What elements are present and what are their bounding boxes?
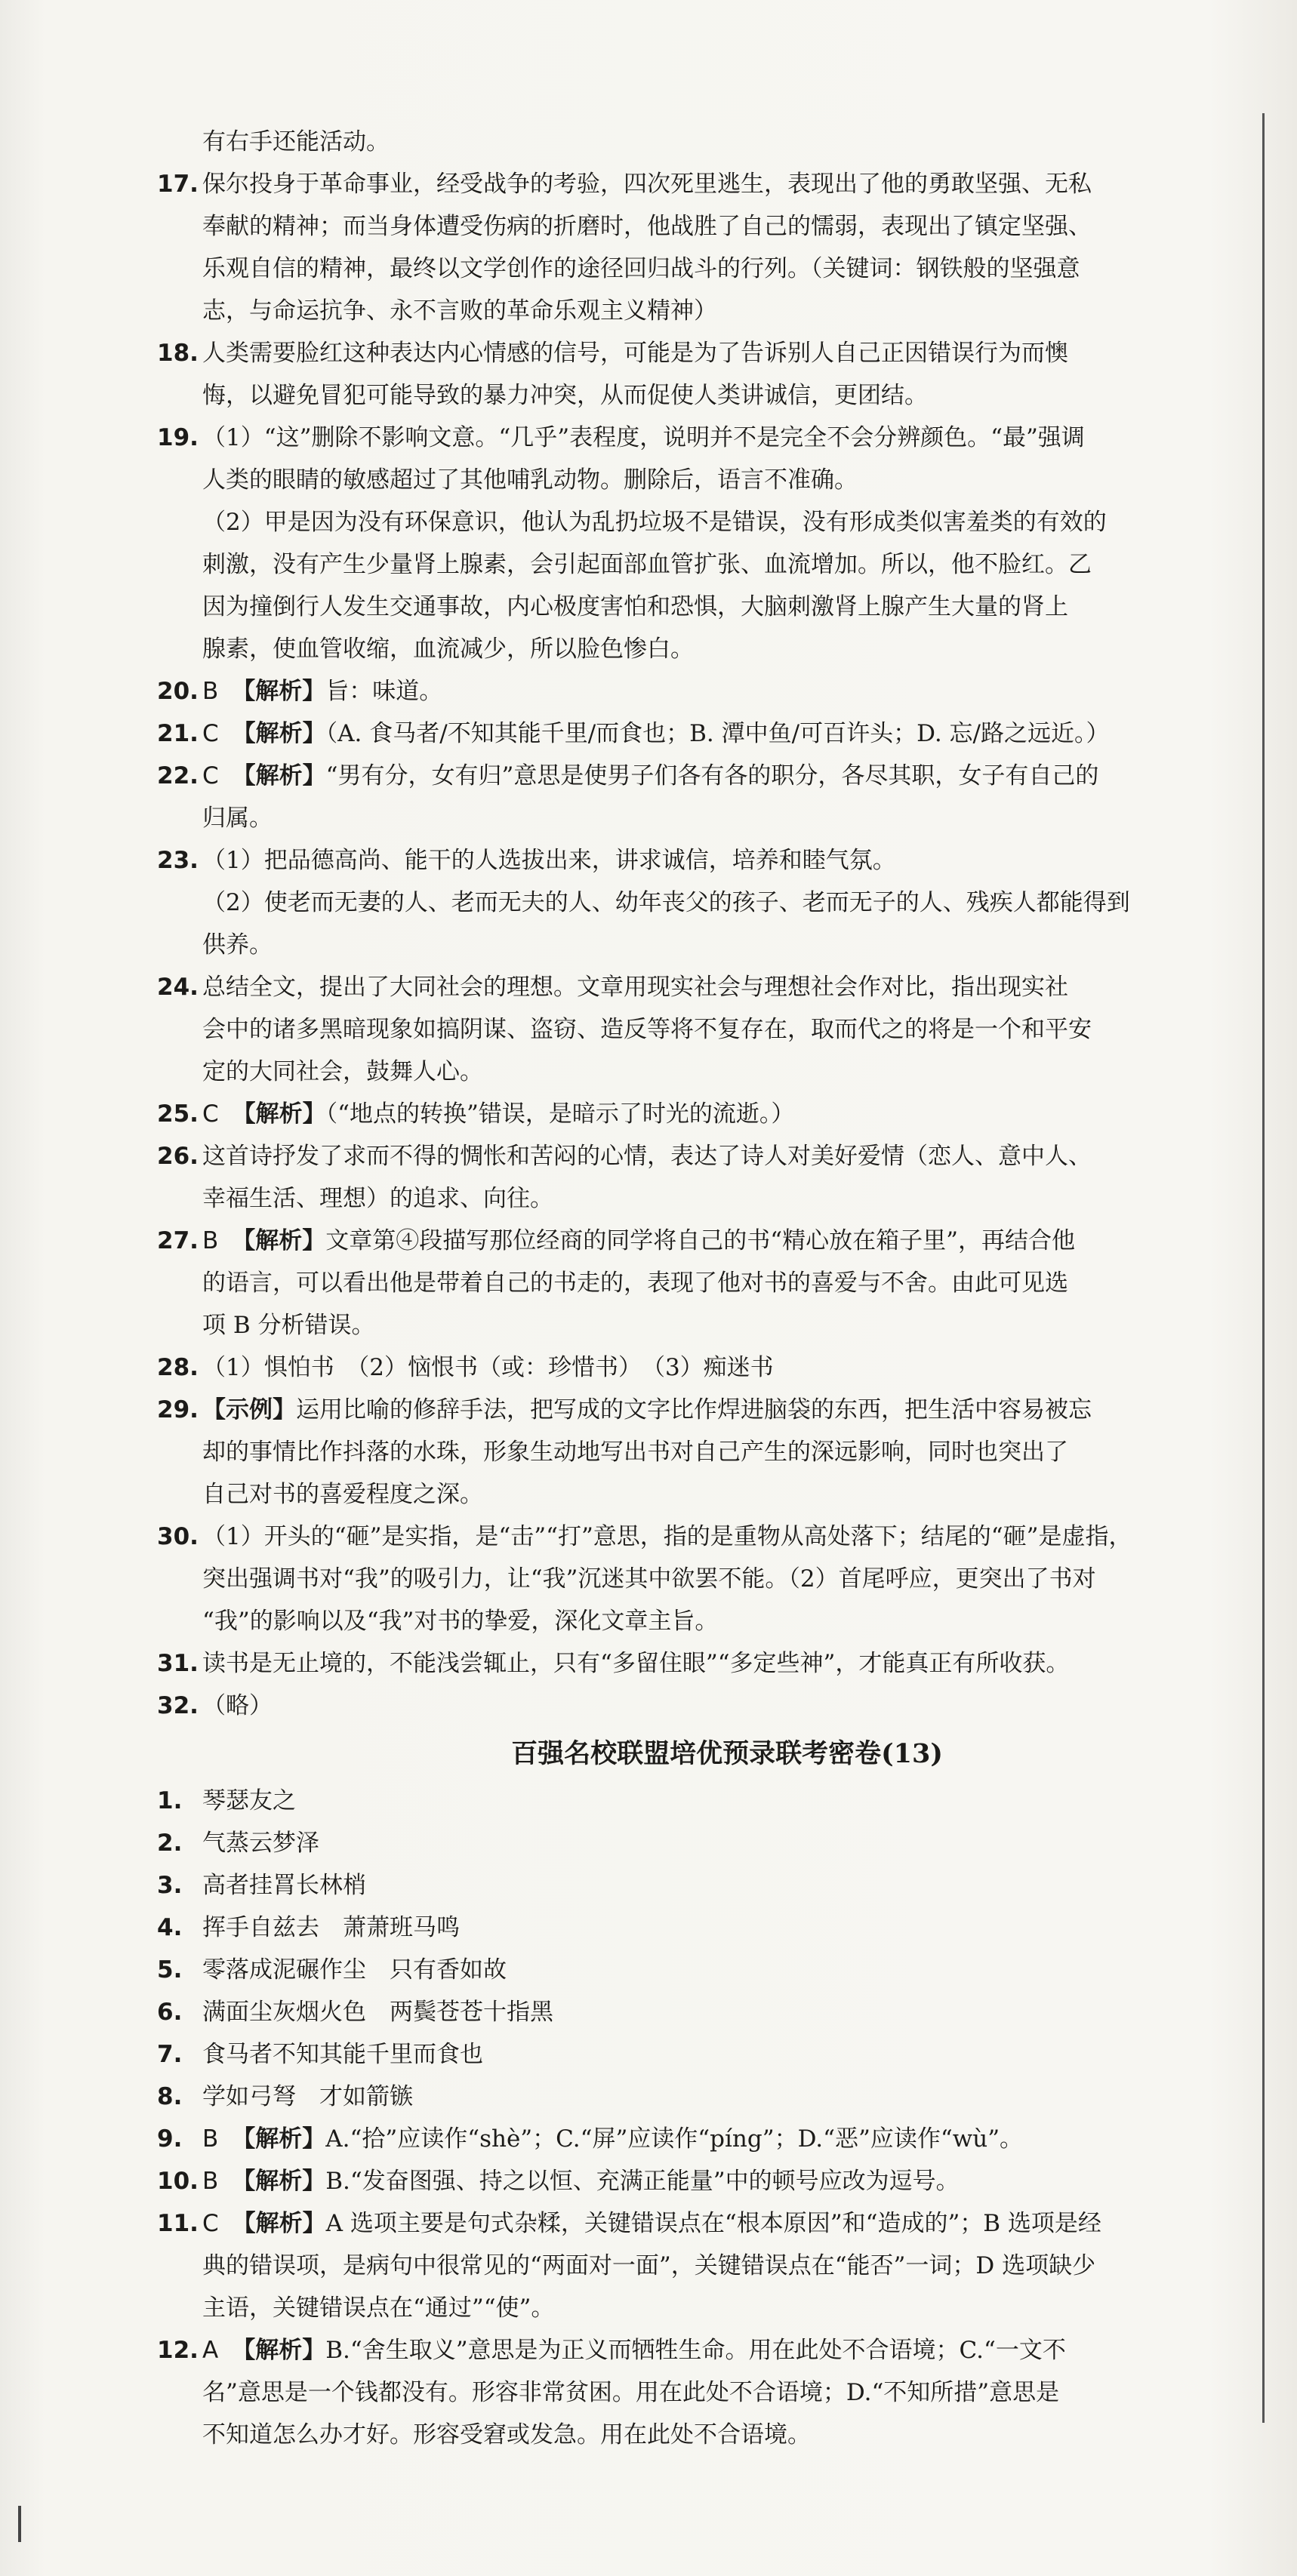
answer-item — [157, 1685, 1252, 1727]
answer-line: 人类的眼睛的敏感超过了其他哺乳动物。删除后，语言不准确。 — [202, 466, 858, 494]
answer-number: 18. — [157, 340, 199, 367]
answer-choice: B — [202, 678, 219, 705]
answer-number: 19. — [157, 424, 199, 451]
analysis-tag: 【解析】 — [232, 1227, 326, 1254]
answer-line: 零落成泥碾作尘 只有香如故 — [202, 1956, 507, 1984]
answer-line: “我”的影响以及“我”对书的挚爱，深化文章主旨。 — [202, 1608, 719, 1635]
answer-line: 因为撞倒行人发生交通事故，内心极度害怕和恐惧，大脑刺激肾上腺产生大量的肾上 — [202, 593, 1068, 620]
answer-number: 28. — [157, 1354, 199, 1381]
answer-text: B.“舍生取义”意思是为正义而牺牲生命。用在此处不合语境；C.“一文不 — [325, 2337, 1066, 2364]
answer-line: 挥手自兹去 萧萧班马鸣 — [202, 1914, 460, 1941]
answer-line: 典的错误项，是病句中很常见的“两面对一面”，关键错误点在“能否”一词；D 选项缺少 — [202, 2252, 1096, 2279]
answer-number: 10. — [157, 2168, 199, 2195]
answer-line: 学如弓弩 才如箭镞 — [202, 2083, 413, 2110]
answer-line: 突出强调书对“我”的吸引力，让“我”沉迷其中欲罢不能。（2）首尾呼应，更突出了书对 — [202, 1565, 1096, 1593]
answer-line: 自己对书的喜爱程度之深。 — [202, 1481, 483, 1508]
answer-line: 项 B 分析错误。 — [202, 1312, 375, 1339]
analysis-tag: 【解析】 — [232, 2168, 326, 2195]
answer-item — [157, 417, 1252, 670]
answer-number: 4. — [157, 1914, 183, 1941]
answer-line — [202, 755, 1252, 797]
answer-choice: B — [202, 2125, 219, 2153]
answer-number: 20. — [157, 678, 199, 705]
answer-item — [157, 2202, 1252, 2329]
answer-text: 文章第④段描写那位经商的同学将自己的书“精心放在箱子里”，再结合他 — [325, 1227, 1075, 1254]
answer-line: 人类需要脸红这种表达内心情感的信号，可能是为了告诉别人自己正因错误行为而懊 — [202, 340, 1068, 367]
answer-line: 乐观自信的精神，最终以文学创作的途径回归战斗的行列。（关键词：钢铁般的坚强意 — [202, 255, 1080, 282]
answer-line — [202, 2118, 1252, 2160]
answer-choice: A — [202, 2337, 219, 2364]
answer-choice: C — [202, 1100, 219, 1128]
answer-item — [157, 1389, 1252, 1516]
answer-number: 11. — [157, 2210, 199, 2237]
answer-line: 却的事情比作抖落的水珠，形象生动地写出书对自己产生的深远影响，同时也突出了 — [202, 1439, 1068, 1466]
answer-text: 运用比喻的修辞手法，把写成的文字比作焊进脑袋的东西，把生活中容易被忘 — [296, 1396, 1092, 1423]
answer-number: 7. — [157, 2041, 183, 2068]
answer-item — [157, 1864, 1252, 1907]
analysis-tag: 【解析】 — [232, 1100, 326, 1128]
answer-number: 5. — [157, 1956, 183, 1984]
answer-line: （2）使老而无妻的人、老而无夫的人、幼年丧父的孩子、老而无子的人、残疾人都能得到 — [202, 889, 1130, 916]
answer-item — [157, 1949, 1252, 1991]
answer-choice: C — [202, 2210, 219, 2237]
answer-line: 悔，以避免冒犯可能导致的暴力冲突，从而促使人类讲诚信，更团结。 — [202, 382, 928, 409]
answer-line: 高者挂罥长林梢 — [202, 1872, 366, 1899]
answer-line: 总结全文，提出了大同社会的理想。文章用现实社会与理想社会作对比，指出现实社 — [202, 974, 1068, 1001]
answer-line — [202, 2202, 1252, 2245]
answer-item — [157, 2160, 1252, 2202]
answer-line: 会中的诸多黑暗现象如搞阴谋、盗窃、造反等将不复存在，取而代之的将是一个和平安 — [202, 1016, 1092, 1043]
answer-choice: C — [202, 720, 219, 747]
answer-line — [202, 2329, 1252, 2371]
answer-number: 3. — [157, 1872, 183, 1899]
answer-number: 21. — [157, 720, 199, 747]
answer-line — [202, 1220, 1252, 1262]
answer-line — [202, 1389, 1252, 1431]
answer-item — [157, 1780, 1252, 1822]
answer-item — [157, 163, 1252, 332]
answers-section-13 — [157, 1780, 1252, 2456]
answer-item — [157, 2076, 1252, 2118]
answer-number: 32. — [157, 1692, 199, 1719]
answer-line: 读书是无止境的，不能浅尝辄止，只有“多留住眼”“多定些神”，才能真正有所收获。 — [202, 1650, 1070, 1677]
answer-item — [157, 332, 1252, 417]
answer-line: 奉献的精神；而当身体遭受伤病的折磨时，他战胜了自己的懦弱，表现出了镇定坚强、 — [202, 213, 1092, 240]
answer-text: （A. 食马者/不知其能千里/而食也；B. 潭中鱼/可百许头；D. 忘/路之远近。） — [325, 720, 1110, 747]
answer-line: 不知道怎么办才好。形容受窘或发急。用在此处不合语境。 — [202, 2421, 811, 2448]
answer-number: 27. — [157, 1227, 199, 1254]
answer-number: 12. — [157, 2337, 199, 2364]
answer-line: 保尔投身于革命事业，经受战争的考验，四次死里逃生，表现出了他的勇敢坚强、无私 — [202, 171, 1092, 198]
answer-item — [157, 1220, 1252, 1346]
answer-item — [157, 966, 1252, 1093]
answer-line: （略） — [202, 1692, 273, 1719]
answer-line: 刺激，没有产生少量肾上腺素，会引起面部血管扩张、血流增加。所以，他不脸红。乙 — [202, 551, 1092, 578]
answer-line: 归属。 — [202, 805, 273, 832]
answer-item — [157, 839, 1252, 966]
answer-item — [157, 712, 1252, 755]
answer-number: 31. — [157, 1650, 199, 1677]
answer-item — [157, 1516, 1252, 1642]
answer-item — [157, 1346, 1252, 1389]
answer-line: （2）甲是因为没有环保意识，他认为乱扔垃圾不是错误，没有形成类似害羞类的有效的 — [202, 509, 1107, 536]
answer-number: 2. — [157, 1830, 183, 1857]
answer-line: 主语，关键错误点在“通过”“使”。 — [202, 2294, 555, 2322]
analysis-tag: 【解析】 — [232, 2337, 326, 2364]
answer-item — [157, 2118, 1252, 2160]
answer-choice: C — [202, 762, 219, 789]
answer-line: 腺素，使血管收缩，血流减少，所以脸色惨白。 — [202, 636, 694, 663]
answers-section-12 — [157, 163, 1252, 1727]
answer-item — [157, 1907, 1252, 1949]
answer-line — [202, 1093, 1252, 1135]
answer-number: 9. — [157, 2125, 183, 2153]
answer-number: 30. — [157, 1523, 199, 1550]
answer-number: 29. — [157, 1396, 199, 1423]
margin-rule — [1262, 113, 1265, 2423]
continuation-line: 有右手还能活动。 — [202, 128, 390, 155]
answer-line: 气蒸云梦泽 — [202, 1830, 319, 1857]
answer-item — [157, 1822, 1252, 1864]
answer-number: 26. — [157, 1143, 199, 1170]
answer-line: （1）惧怕书 （2）恼恨书（或：珍惜书） （3）痴迷书 — [202, 1354, 774, 1381]
page-content — [157, 121, 1252, 2456]
answer-line: 幸福生活、理想）的追求、向往。 — [202, 1185, 553, 1212]
answer-text: （“地点的转换”错误，是暗示了时光的流逝。） — [325, 1100, 795, 1128]
answer-choice: B — [202, 2168, 219, 2195]
answer-number: 1. — [157, 1787, 183, 1814]
answer-item — [157, 670, 1252, 712]
answer-text: B.“发奋图强、持之以恒、充满正能量”中的顿号应改为逗号。 — [325, 2168, 960, 2195]
answer-text: 旨：味道。 — [325, 678, 443, 705]
answer-line: 的语言，可以看出他是带着自己的书走的，表现了他对书的喜爱与不舍。由此可见选 — [202, 1270, 1068, 1297]
answer-line: （1）把品德高尚、能干的人选拔出来，讲求诚信，培养和睦气氛。 — [202, 847, 896, 874]
answer-line — [202, 2160, 1252, 2202]
answer-line: 志，与命运抗争、永不言败的革命乐观主义精神） — [202, 297, 717, 325]
answer-line — [202, 712, 1252, 755]
answer-number: 23. — [157, 847, 199, 874]
answer-item — [157, 1135, 1252, 1220]
analysis-tag: 【解析】 — [232, 2125, 326, 2153]
answer-line: （1）开头的“砸”是实指，是“击”“打”意思，指的是重物从高处落下；结尾的“砸”是虚指， — [202, 1523, 1132, 1550]
answer-number: 8. — [157, 2083, 183, 2110]
analysis-tag: 【解析】 — [232, 2210, 326, 2237]
answer-text: A.“拾”应读作“shè”；C.“屏”应读作“píng”；D.“恶”应读作“wù”。 — [325, 2125, 1024, 2153]
section-title: 百强名校联盟培优预录联考密卷(13) — [511, 1738, 943, 1769]
analysis-tag: 【解析】 — [232, 720, 326, 747]
answer-line: 满面尘灰烟火色 两鬓苍苍十指黑 — [202, 1999, 553, 2026]
answer-item — [157, 1642, 1252, 1685]
answer-item — [157, 1093, 1252, 1135]
answer-line: 食马者不知其能千里而食也 — [202, 2041, 483, 2068]
answer-choice: B — [202, 1227, 219, 1254]
answer-number: 17. — [157, 171, 199, 198]
answer-number: 22. — [157, 762, 199, 789]
answer-line: 这首诗抒发了求而不得的惆怅和苦闷的心情，表达了诗人对美好爱情（恋人、意中人、 — [202, 1143, 1092, 1170]
edge-mark — [18, 2506, 21, 2542]
answer-number: 25. — [157, 1100, 199, 1128]
answer-number: 6. — [157, 1999, 183, 2026]
answer-item — [157, 755, 1252, 839]
answer-line: （1）“这”删除不影响文意。“几乎”表程度，说明并不是完全不会分辨颜色。“最”强调 — [202, 424, 1085, 451]
answer-text: A 选项主要是句式杂糅，关键错误点在“根本原因”和“造成的”；B 选项是经 — [325, 2210, 1101, 2237]
answer-item — [157, 1991, 1252, 2033]
analysis-tag: 【解析】 — [232, 762, 326, 789]
answer-line: 供养。 — [202, 931, 273, 959]
answer-text: “男有分，女有归”意思是使男子们各有各的职分，各尽其职，女子有自己的 — [325, 762, 1099, 789]
answer-item — [157, 2033, 1252, 2076]
answer-line: 名”意思是一个钱都没有。形容非常贫困。用在此处不合语境；D.“不知所措”意思是 — [202, 2379, 1060, 2406]
answer-line: 定的大同社会，鼓舞人心。 — [202, 1058, 483, 1085]
answer-line: 琴瑟友之 — [202, 1787, 296, 1814]
analysis-tag: 【解析】 — [232, 678, 326, 705]
analysis-tag: 【示例】 — [202, 1396, 296, 1423]
answer-number: 24. — [157, 974, 199, 1001]
answer-item — [157, 2329, 1252, 2456]
answer-line — [202, 670, 1252, 712]
